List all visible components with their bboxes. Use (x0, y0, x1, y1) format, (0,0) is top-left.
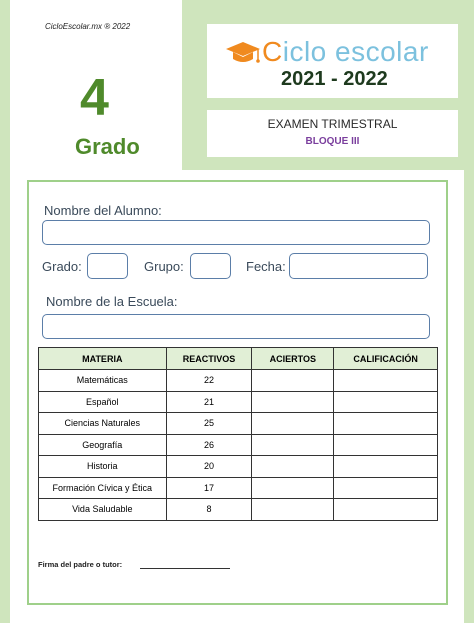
grade-cell[interactable] (334, 413, 438, 435)
copyright-text: CicloEscolar.mx ® 2022 (45, 22, 131, 31)
subject-cell: Vida Saludable (39, 499, 167, 521)
school-name-label: Nombre de la Escuela: (46, 294, 178, 309)
hits-cell[interactable] (252, 370, 334, 392)
left-border-strip (0, 170, 10, 623)
subject-cell: Historia (39, 456, 167, 478)
exam-block: BLOQUE III (305, 136, 360, 147)
signature-line[interactable] (140, 568, 230, 569)
table-row (39, 499, 438, 521)
hits-cell[interactable] (252, 413, 334, 435)
grade-label: Grado (75, 134, 140, 159)
hits-cell[interactable] (252, 499, 334, 521)
items-cell: 20 (166, 456, 252, 478)
table-header-row (39, 348, 438, 370)
table-row (39, 456, 438, 478)
grade-field[interactable] (87, 253, 128, 279)
date-field[interactable] (289, 253, 428, 279)
items-cell: 26 (166, 434, 252, 456)
grade-cell[interactable] (334, 499, 438, 521)
graduation-cap-icon (225, 38, 261, 68)
brand-title-initial: C (262, 36, 283, 67)
student-name-field[interactable] (42, 220, 430, 245)
group-field[interactable] (190, 253, 231, 279)
grade-cell[interactable] (334, 434, 438, 456)
subject-cell: Ciencias Naturales (39, 413, 167, 435)
brand-box (207, 24, 458, 98)
exam-info-box (207, 110, 458, 157)
grade-cell[interactable] (334, 370, 438, 392)
table-row (39, 391, 438, 413)
grades-table (38, 347, 438, 521)
hits-cell[interactable] (252, 456, 334, 478)
subject-cell: Geografía (39, 434, 167, 456)
items-cell: 25 (166, 413, 252, 435)
column-header-grade: CALIFICACIÓN (334, 348, 438, 370)
subject-cell: Matemáticas (39, 370, 167, 392)
brand-title (262, 36, 429, 68)
items-cell: 21 (166, 391, 252, 413)
table-row (39, 370, 438, 392)
table-row (39, 434, 438, 456)
grade-cell[interactable] (334, 456, 438, 478)
school-year: 2021 - 2022 (281, 68, 388, 90)
subject-cell: Formación Cívica y Ética (39, 477, 167, 499)
table-row (39, 413, 438, 435)
column-header-items: REACTIVOS (166, 348, 252, 370)
right-border-strip (464, 170, 474, 623)
school-name-field[interactable] (42, 314, 430, 339)
hits-cell[interactable] (252, 434, 334, 456)
exam-title: EXAMEN TRIMESTRAL (267, 117, 398, 131)
grade-cell[interactable] (334, 391, 438, 413)
grade-field-label: Grado: (42, 259, 82, 274)
date-field-label: Fecha: (246, 259, 286, 274)
column-header-hits: ACIERTOS (252, 348, 334, 370)
student-name-label: Nombre del Alumno: (44, 203, 162, 218)
brand-title-rest: iclo escolar (282, 36, 429, 67)
table-row (39, 477, 438, 499)
subject-cell: Español (39, 391, 167, 413)
hits-cell[interactable] (252, 391, 334, 413)
signature-label: Firma del padre o tutor: (38, 560, 123, 569)
items-cell: 17 (166, 477, 252, 499)
column-header-subject: MATERIA (39, 348, 167, 370)
grade-cell[interactable] (334, 477, 438, 499)
group-field-label: Grupo: (144, 259, 184, 274)
items-cell: 22 (166, 370, 252, 392)
items-cell: 8 (166, 499, 252, 521)
hits-cell[interactable] (252, 477, 334, 499)
grade-number: 4 (80, 69, 109, 127)
